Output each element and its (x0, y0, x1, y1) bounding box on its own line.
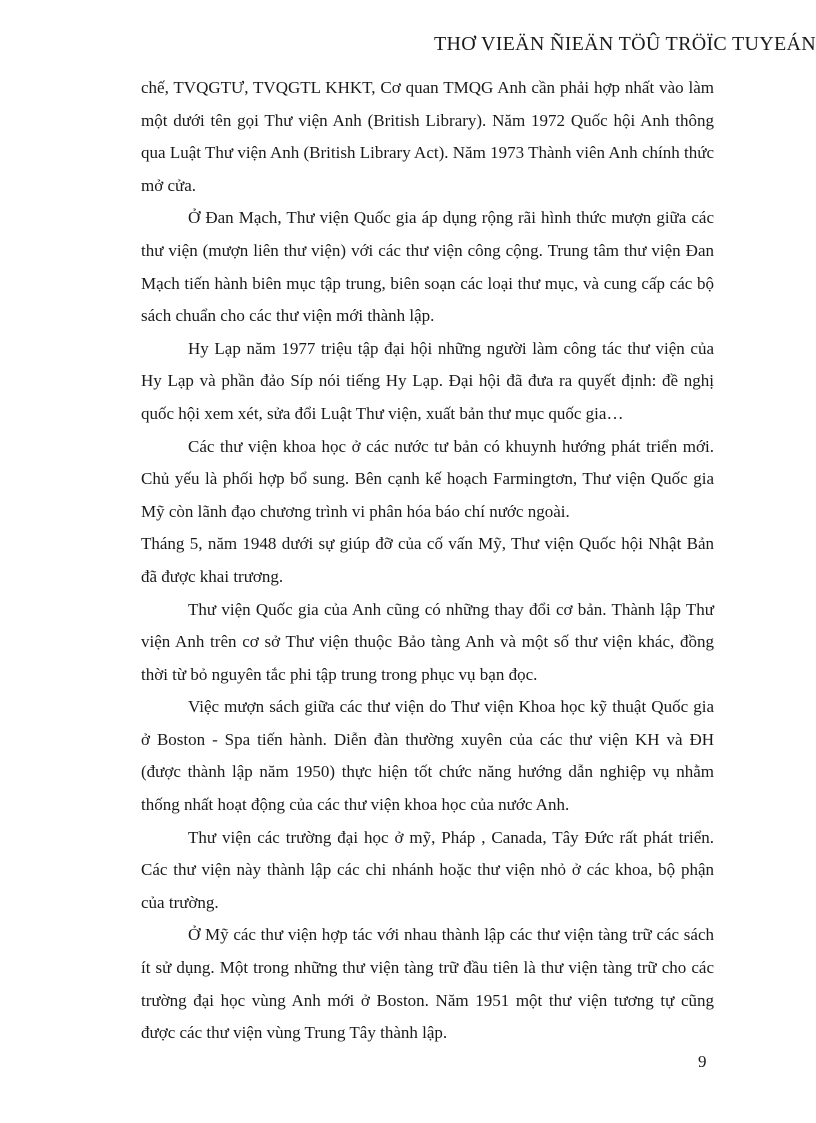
paragraph-6: Thư viện Quốc gia của Anh cũng có những thay đổi cơ bản. Thành lập Thư viện Anh trên cơ sở Thư viện thuộc Bảo tàng Anh và một số thư viện khác, đồng thời từ bỏ nguyên tắc phi tập trung trong phục vụ bạn đọc. (141, 599, 714, 684)
paragraph-1: chế, TVQGTƯ, TVQGTL KHKT, Cơ quan TMQG Anh cần phải hợp nhất vào làm một dưới tên gọi Thư viện Anh (British Library). Năm 1972 Quốc hội Anh thông qua Luật Thư viện Anh (British Library Act). Năm 1973 Thành viên Anh chính thức mở cửa. (141, 78, 714, 195)
paragraph-5: Tháng 5, năm 1948 dưới sự giúp đỡ của cố vấn Mỹ, Thư viện Quốc hội Nhật Bản đã được khai trương. (141, 534, 714, 586)
paragraph-9: Ở Mỹ các thư viện hợp tác với nhau thành lập các thư viện tàng trữ các sách ít sử dụng. Một trong những thư viện tàng trữ đầu tiên là thư viện tàng trữ cho các trường đại học vùng Anh mới ở Boston. Năm 1951 một thư viện tương tự cũng được các thư viện vùng Trung Tây thành lập. (141, 925, 714, 1043)
page-number: 9 (698, 1052, 707, 1071)
paragraph-3: Hy Lạp năm 1977 triệu tập đại hội những người làm công tác thư viện của Hy Lạp và phần đảo Síp nói tiếng Hy Lạp. Đại hội đã đưa ra quyết định: đề nghị quốc hội xem xét, sửa đổi Luật Thư viện, xuất bản thư mục quốc gia… (141, 338, 714, 423)
paragraph-7: Việc mượn sách giữa các thư viện do Thư viện Khoa học kỹ thuật Quốc gia ở Boston - Spa tiến hành. Diễn đàn thường xuyên của các thư viện KH và ĐH (được thành lập năm 1950) thực hiện tốt chức năng hướng dẫn nghiệp vụ nhằm thống nhất hoạt động của các thư viện khoa học của nước Anh. (141, 697, 714, 815)
paragraph-4: Các thư viện khoa học ở các nước tư bản có khuynh hướng phát triển mới. Chủ yếu là phối hợp bổ sung. Bên cạnh kế hoạch Farmingtơn, Thư viện Quốc gia Mỹ còn lãnh đạo chương trình vi phân hóa báo chí nước ngoài. (141, 436, 714, 521)
document-body (141, 72, 714, 1050)
running-header: THƠ VIEÄN ÑIEÄN TÖÛ TRÖÏC TUYEÁN (434, 33, 816, 55)
paragraph-2: Ở Đan Mạch, Thư viện Quốc gia áp dụng rộng rãi hình thức mượn giữa các thư viện (mượn liên thư viện) với các thư viện công cộng. Trung tâm thư viện Đan Mạch tiến hành biên mục tập trung, biên soạn các loại thư mục, và cung cấp các bộ sách chuẩn cho các thư viện mới thành lập. (141, 208, 714, 326)
paragraph-8: Thư viện các trường đại học ở mỹ, Pháp , Canada, Tây Đức rất phát triển. Các thư viện này thành lập các chi nhánh hoặc thư viện nhỏ ở các khoa, bộ phận của trường. (141, 827, 714, 912)
